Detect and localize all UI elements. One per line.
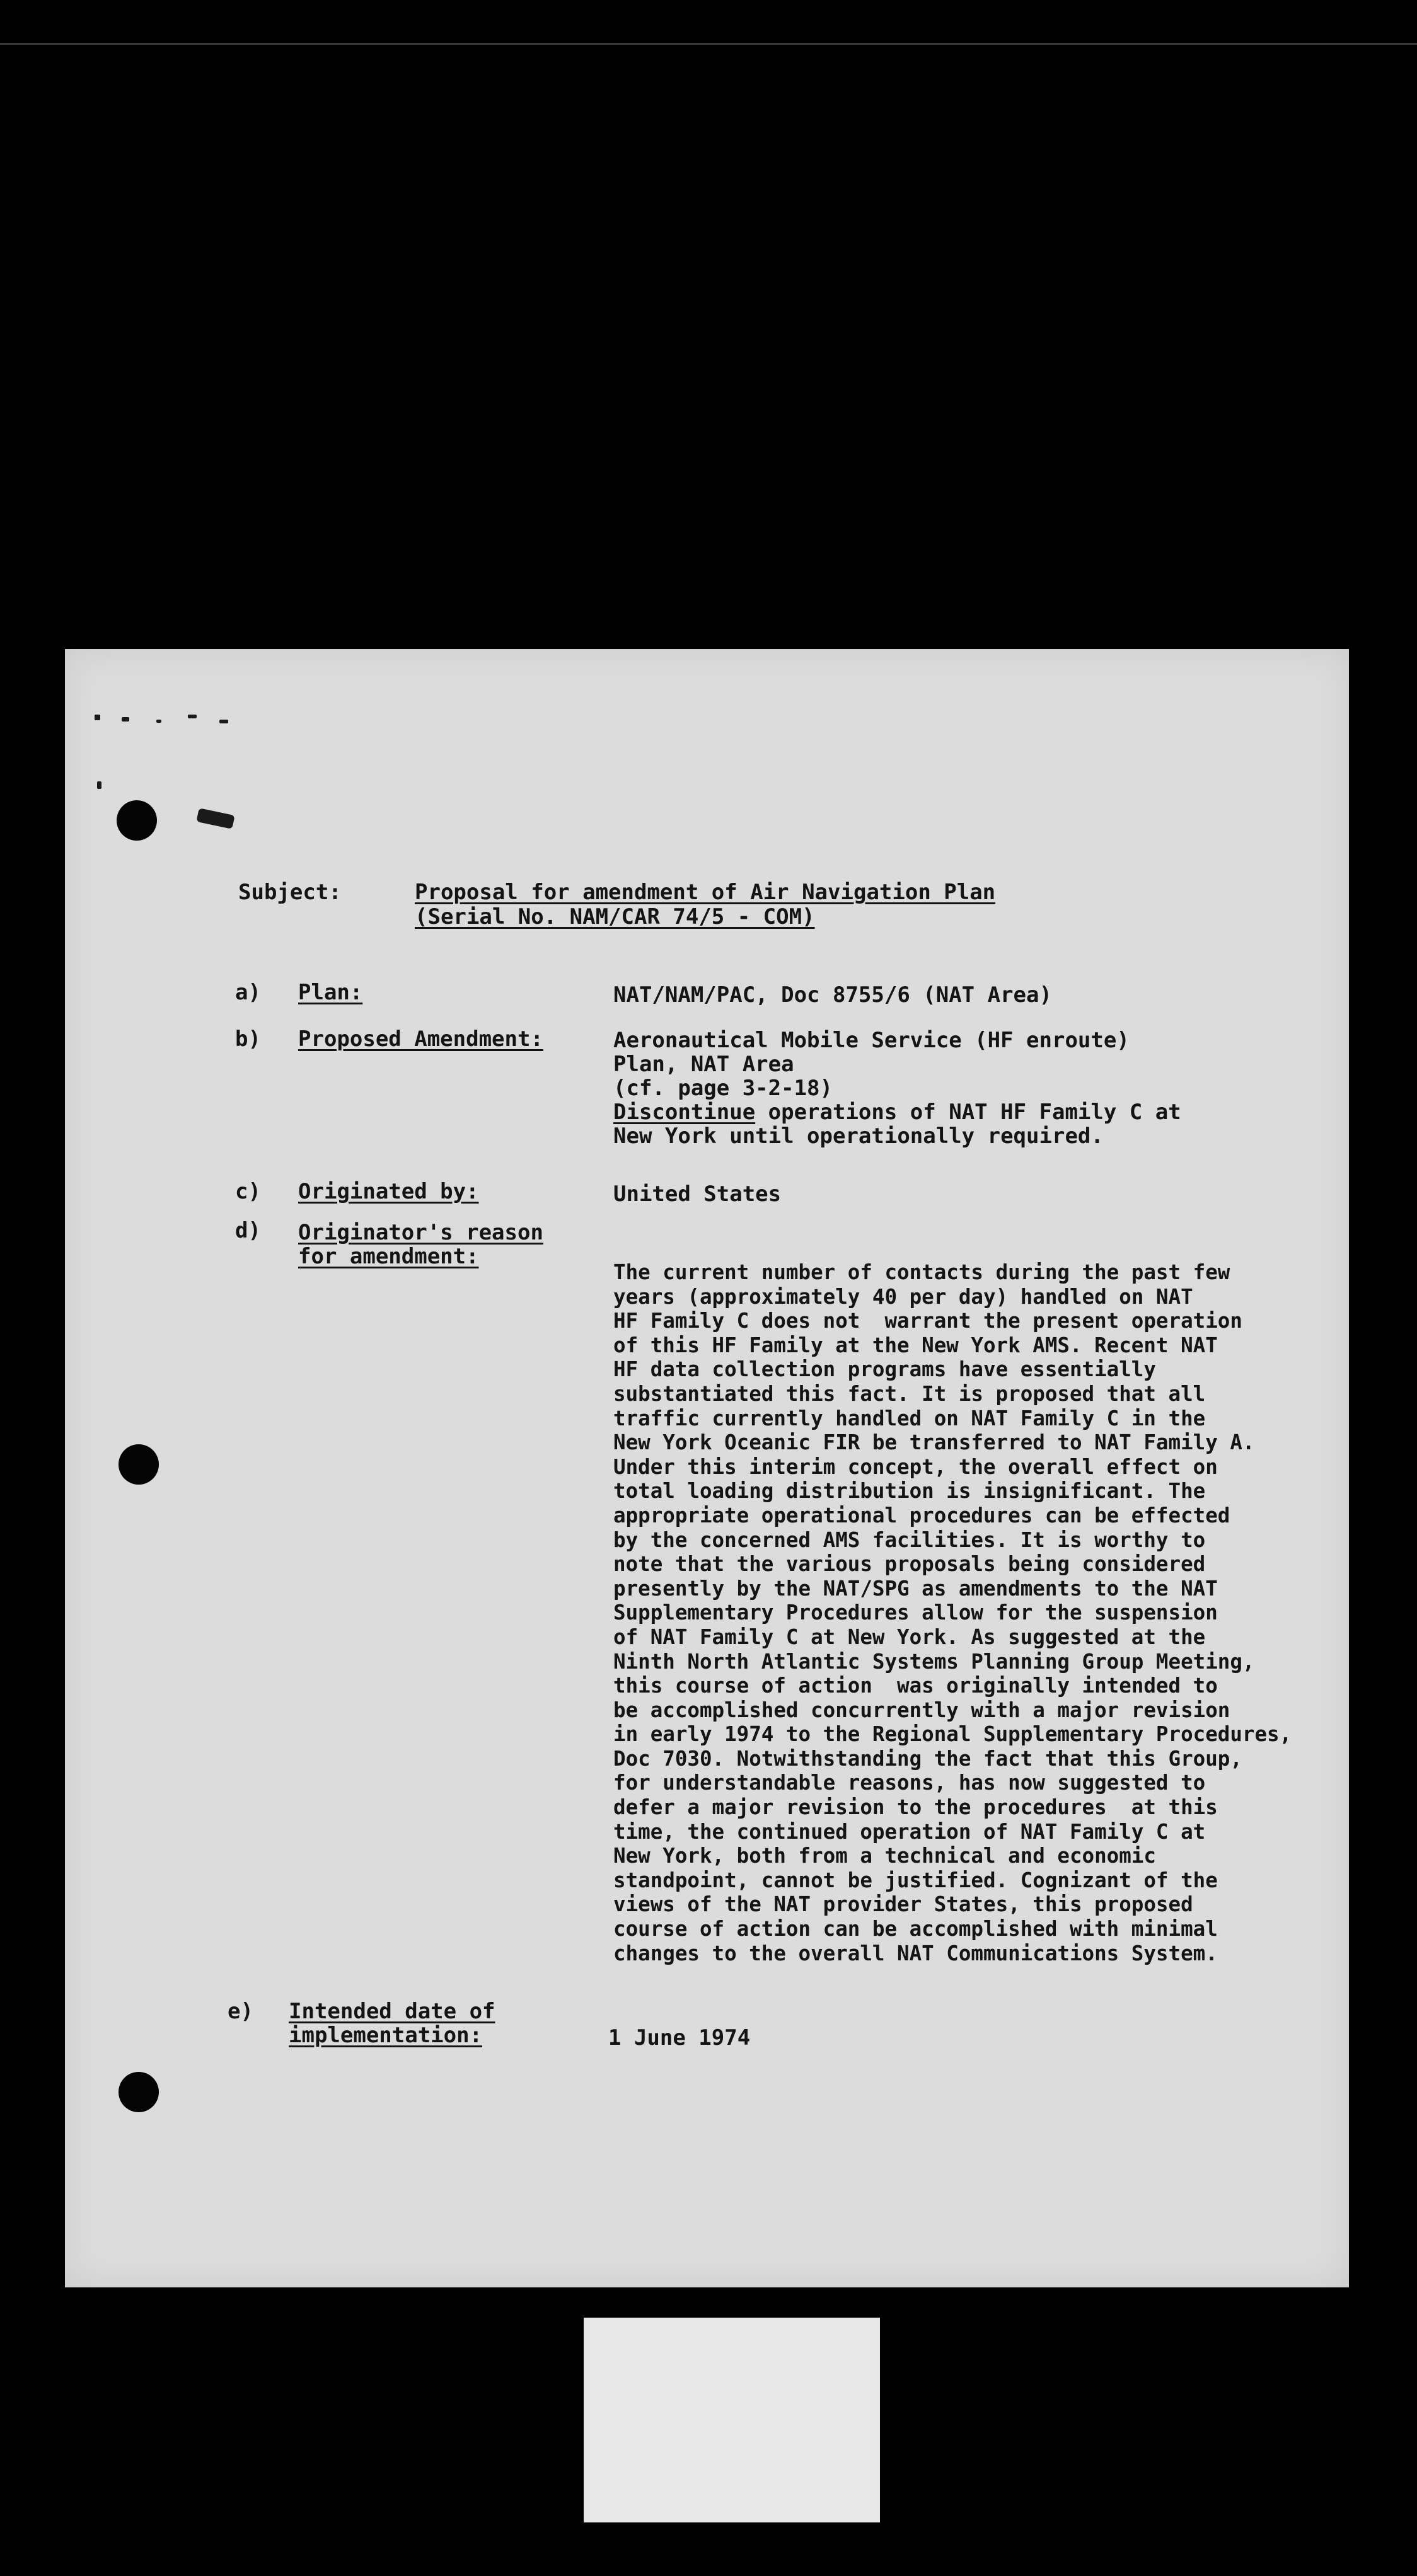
reason-line: changes to the overall NAT Communications System. <box>613 1941 1218 1965</box>
reason-line: New York, both from a technical and economic <box>613 1844 1156 1868</box>
reason-line: for understandable reasons, has now suggested to <box>613 1771 1206 1795</box>
item-c-value: United States <box>613 1182 782 1207</box>
smudge-mark <box>196 808 234 829</box>
item-b-line-4-rest: operations of NAT HF Family C at <box>755 1100 1181 1125</box>
ink-marks <box>93 712 245 800</box>
reason-line: by the concerned AMS facilities. It is worthy to <box>613 1527 1206 1552</box>
punch-hole-bottom <box>119 2072 159 2112</box>
reason-line: appropriate operational procedures can be effected <box>613 1503 1230 1527</box>
item-b-line-2: Plan, NAT Area <box>613 1052 794 1077</box>
subject-line-1: Proposal for amendment of Air Navigation Plan <box>415 880 996 905</box>
reason-line: course of action can be accomplished with minimal <box>613 1917 1218 1941</box>
reason-line: Ninth North Atlantic Systems Planning Group Meeting, <box>613 1649 1255 1674</box>
item-e-label-line-2: implementation: <box>289 2023 483 2048</box>
document-page <box>65 649 1349 2287</box>
reason-line: New York Oceanic FIR be transferred to NAT Family A. <box>613 1430 1255 1455</box>
reason-line: The current number of contacts during the past few <box>613 1260 1230 1284</box>
item-a-letter: a) <box>235 980 261 1005</box>
subject-line-2: (Serial No. NAM/CAR 74/5 - COM) <box>415 904 815 929</box>
reason-line: substantiated this fact. It is proposed that all <box>613 1381 1206 1406</box>
reason-line: presently by the NAT/SPG as amendments to the NAT <box>613 1576 1218 1601</box>
subject-label: Subject: <box>238 880 342 905</box>
top-rule <box>0 43 1417 45</box>
reason-line: of NAT Family C at New York. As suggested at the <box>613 1624 1206 1649</box>
item-e-value: 1 June 1974 <box>608 2025 751 2050</box>
reason-line: of this HF Family at the New York AMS. Recent NAT <box>613 1333 1218 1357</box>
punch-hole-middle <box>119 1444 159 1485</box>
reason-line: HF data collection programs have essentially <box>613 1357 1156 1382</box>
reason-line: traffic currently handled on NAT Family C in the <box>613 1406 1206 1430</box>
reason-line: time, the continued operation of NAT Family C at <box>613 1819 1206 1844</box>
item-b-letter: b) <box>235 1026 261 1052</box>
reason-line: years (approximately 40 per day) handled on NAT <box>613 1284 1193 1309</box>
reason-line: be accomplished concurrently with a major revision <box>613 1698 1230 1722</box>
reason-line: Doc 7030. Notwithstanding the fact that this Group, <box>613 1746 1242 1771</box>
item-b-line-5: New York until operationally required. <box>613 1124 1104 1149</box>
reason-line: standpoint, cannot be justified. Cognizant of the <box>613 1868 1218 1892</box>
paper-slip <box>584 2318 880 2522</box>
reason-line: in early 1974 to the Regional Supplementary Procedures, <box>613 1722 1292 1747</box>
reason-line: this course of action was originally intended to <box>613 1674 1218 1698</box>
item-c-label: Originated by: <box>298 1179 479 1204</box>
item-e-letter: e) <box>228 1999 253 2024</box>
reason-line: HF Family C does not warrant the present operation <box>613 1309 1242 1333</box>
reason-line: total loading distribution is insignificant. The <box>613 1479 1206 1504</box>
item-b-line-1: Aeronautical Mobile Service (HF enroute) <box>613 1028 1130 1053</box>
item-b-line-4 <box>613 1100 1181 1125</box>
reason-line: views of the NAT provider States, this proposed <box>613 1892 1193 1917</box>
reason-line: defer a major revision to the procedures at this <box>613 1795 1218 1820</box>
item-d-letter: d) <box>235 1218 261 1243</box>
item-b-label: Proposed Amendment: <box>298 1026 543 1052</box>
item-e-label-line-1: Intended date of <box>289 1999 495 2024</box>
item-b-line-3: (cf. page 3-2-18) <box>613 1076 833 1101</box>
punch-hole-top <box>117 800 157 841</box>
reason-line: note that the various proposals being considered <box>613 1552 1206 1577</box>
reason-line: Under this interim concept, the overall effect on <box>613 1454 1218 1479</box>
item-a-value: NAT/NAM/PAC, Doc 8755/6 (NAT Area) <box>613 982 1052 1008</box>
item-d-label-line-1: Originator's reason <box>298 1220 543 1245</box>
discontinue-word: Discontinue <box>613 1100 756 1125</box>
item-c-letter: c) <box>235 1179 261 1204</box>
item-a-label: Plan: <box>298 980 363 1005</box>
reason-line: Supplementary Procedures allow for the suspension <box>613 1601 1218 1625</box>
item-d-label-line-2: for amendment: <box>298 1244 479 1269</box>
reason-paragraph <box>613 1260 1345 1965</box>
